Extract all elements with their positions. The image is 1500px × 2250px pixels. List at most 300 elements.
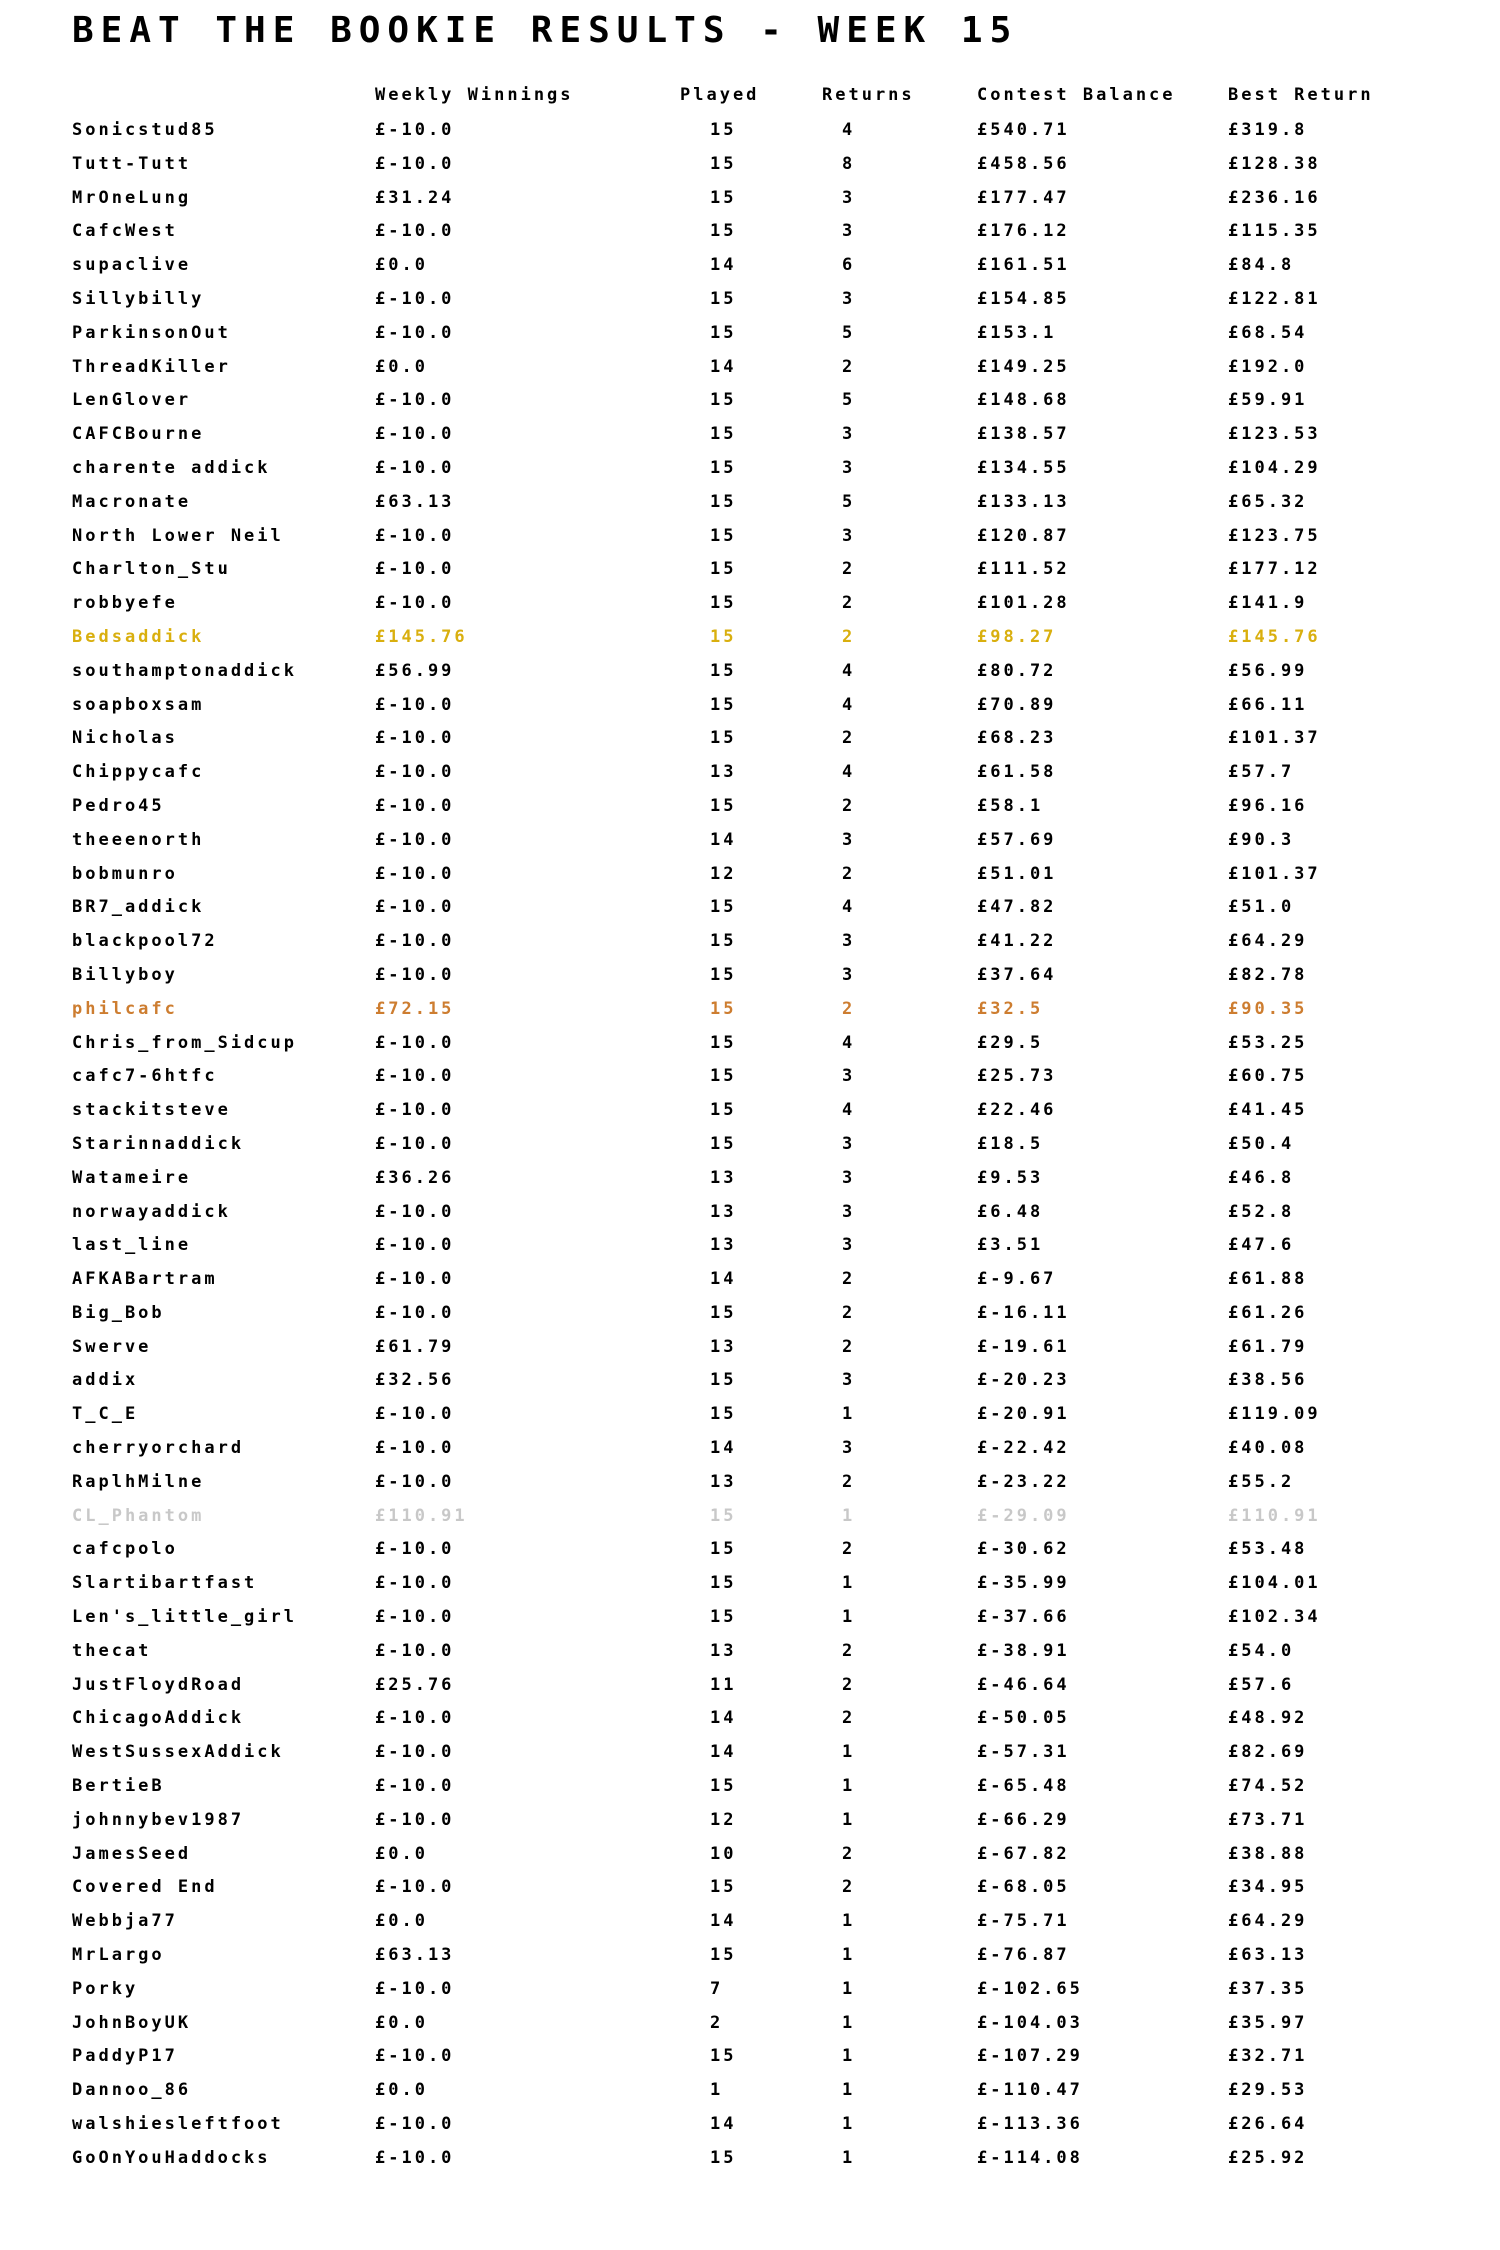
weekly-winnings-value: £0.0: [375, 1843, 428, 1864]
contest-balance-value: £-67.82: [977, 1843, 1070, 1864]
contest-balance-value: £-114.08: [977, 2147, 1083, 2168]
player-name: addix: [72, 1370, 139, 1391]
player-name: theeenorth: [72, 829, 205, 850]
player-name: southamptonaddick: [72, 660, 297, 681]
weekly-winnings-value: £-10.0: [375, 1438, 455, 1459]
contest-balance-value: £29.5: [977, 1032, 1044, 1053]
weekly-winnings-value: £72.15: [375, 998, 455, 1019]
best-return-value: £61.88: [1228, 1269, 1308, 1290]
returns-value: 4: [842, 694, 856, 715]
contest-balance-value: £154.85: [977, 288, 1070, 309]
played-value: 13: [710, 1201, 737, 1222]
returns-value: 8: [842, 153, 856, 174]
contest-balance-value: £68.23: [977, 728, 1057, 749]
weekly-winnings-value: £-10.0: [375, 1640, 455, 1661]
player-name: Tutt-Tutt: [72, 153, 192, 174]
player-name: Webbja77: [72, 1911, 178, 1932]
player-name: Swerve: [72, 1336, 152, 1357]
played-value: 15: [710, 593, 737, 614]
weekly-winnings-value: £-10.0: [375, 1269, 455, 1290]
best-return-value: £128.38: [1228, 153, 1321, 174]
player-name: robbyefe: [72, 593, 178, 614]
played-value: 15: [710, 221, 737, 242]
returns-value: 5: [842, 491, 856, 512]
played-value: 14: [710, 1742, 737, 1763]
player-name: PaddyP17: [72, 2046, 178, 2067]
contest-balance-value: £-22.42: [977, 1438, 1070, 1459]
best-return-value: £54.0: [1228, 1640, 1295, 1661]
played-value: 15: [710, 187, 737, 208]
played-value: 14: [710, 2114, 737, 2135]
played-value: 15: [710, 1066, 737, 1087]
played-value: 14: [710, 1269, 737, 1290]
player-name: LenGlover: [72, 390, 192, 411]
best-return-value: £38.56: [1228, 1370, 1308, 1391]
best-return-value: £65.32: [1228, 491, 1308, 512]
weekly-winnings-value: £-10.0: [375, 897, 455, 918]
returns-value: 1: [842, 1776, 856, 1797]
best-return-value: £74.52: [1228, 1776, 1308, 1797]
best-return-value: £236.16: [1228, 187, 1321, 208]
weekly-winnings-value: £-10.0: [375, 1302, 455, 1323]
returns-value: 1: [842, 2147, 856, 2168]
weekly-winnings-value: £-10.0: [375, 1066, 455, 1087]
returns-value: 5: [842, 322, 856, 343]
played-value: 15: [710, 1370, 737, 1391]
contest-balance-value: £32.5: [977, 998, 1044, 1019]
best-return-value: £82.78: [1228, 964, 1308, 985]
weekly-winnings-value: £-10.0: [375, 863, 455, 884]
played-value: 14: [710, 356, 737, 377]
player-name: Chippycafc: [72, 762, 205, 783]
played-value: 15: [710, 660, 737, 681]
best-return-value: £90.35: [1228, 998, 1308, 1019]
played-value: 1: [710, 2080, 724, 2101]
player-name: Len's_little_girl: [72, 1607, 297, 1628]
page-title: BEAT THE BOOKIE RESULTS - WEEK 15: [72, 10, 1019, 51]
best-return-value: £26.64: [1228, 2114, 1308, 2135]
contest-balance-value: £41.22: [977, 931, 1057, 952]
best-return-value: £177.12: [1228, 559, 1321, 580]
contest-balance-value: £51.01: [977, 863, 1057, 884]
returns-value: 4: [842, 1032, 856, 1053]
contest-balance-value: £149.25: [977, 356, 1070, 377]
player-name: Covered End: [72, 1877, 218, 1898]
contest-balance-value: £-75.71: [977, 1911, 1070, 1932]
contest-balance-value: £-9.67: [977, 1269, 1057, 1290]
player-name: walshiesleftfoot: [72, 2114, 284, 2135]
best-return-value: £41.45: [1228, 1100, 1308, 1121]
returns-value: 2: [842, 1674, 856, 1695]
player-name: supaclive: [72, 255, 192, 276]
weekly-winnings-value: £63.13: [375, 1945, 455, 1966]
player-name: North Lower Neil: [72, 525, 284, 546]
contest-balance-value: £176.12: [977, 221, 1070, 242]
player-name: thecat: [72, 1640, 152, 1661]
returns-value: 2: [842, 1708, 856, 1729]
contest-balance-value: £-20.91: [977, 1404, 1070, 1425]
player-name: JustFloydRoad: [72, 1674, 245, 1695]
weekly-winnings-value: £-10.0: [375, 1708, 455, 1729]
played-value: 14: [710, 255, 737, 276]
contest-balance-value: £-19.61: [977, 1336, 1070, 1357]
played-value: 15: [710, 288, 737, 309]
returns-value: 3: [842, 829, 856, 850]
played-value: 15: [710, 964, 737, 985]
weekly-winnings-value: £32.56: [375, 1370, 455, 1391]
best-return-value: £60.75: [1228, 1066, 1308, 1087]
player-name: blackpool72: [72, 931, 218, 952]
player-name: Starinnaddick: [72, 1133, 245, 1154]
player-name: cafcpolo: [72, 1539, 178, 1560]
player-name: Sonicstud85: [72, 120, 218, 140]
contest-balance-value: £58.1: [977, 795, 1044, 816]
contest-balance-value: £-29.09: [977, 1505, 1070, 1526]
best-return-value: £101.37: [1228, 863, 1321, 884]
player-name: CAFCBourne: [72, 424, 205, 445]
best-return-value: £192.0: [1228, 356, 1308, 377]
weekly-winnings-value: £110.91: [375, 1505, 468, 1526]
player-name: Porky: [72, 1978, 139, 1999]
contest-balance-value: £9.53: [977, 1167, 1044, 1188]
played-value: 15: [710, 1404, 737, 1425]
returns-value: 3: [842, 931, 856, 952]
best-return-value: £51.0: [1228, 897, 1295, 918]
returns-value: 1: [842, 2114, 856, 2135]
returns-value: 2: [842, 795, 856, 816]
weekly-winnings-value: £-10.0: [375, 1978, 455, 1999]
returns-value: 2: [842, 1877, 856, 1898]
weekly-winnings-value: £-10.0: [375, 2046, 455, 2067]
contest-balance-value: £101.28: [977, 593, 1070, 614]
weekly-winnings-value: £-10.0: [375, 288, 455, 309]
weekly-winnings-value: £-10.0: [375, 457, 455, 478]
weekly-winnings-value: £-10.0: [375, 728, 455, 749]
weekly-winnings-value: £-10.0: [375, 2114, 455, 2135]
contest-balance-value: £18.5: [977, 1133, 1044, 1154]
weekly-winnings-value: £-10.0: [375, 1573, 455, 1594]
weekly-winnings-value: £-10.0: [375, 424, 455, 445]
played-value: 15: [710, 153, 737, 174]
best-return-value: £59.91: [1228, 390, 1308, 411]
returns-value: 3: [842, 424, 856, 445]
weekly-winnings-value: £-10.0: [375, 593, 455, 614]
played-value: 15: [710, 424, 737, 445]
weekly-winnings-value: £61.79: [375, 1336, 455, 1357]
best-return-value: £35.97: [1228, 2012, 1308, 2033]
best-return-value: £56.99: [1228, 660, 1308, 681]
player-name: Big_Bob: [72, 1302, 165, 1323]
best-return-value: £104.29: [1228, 457, 1321, 478]
contest-balance-value: £-57.31: [977, 1742, 1070, 1763]
best-return-value: £145.76: [1228, 626, 1321, 647]
played-value: 15: [710, 322, 737, 343]
player-name: CafcWest: [72, 221, 178, 242]
played-value: 15: [710, 457, 737, 478]
played-value: 13: [710, 1235, 737, 1256]
player-name: Bedsaddick: [72, 626, 205, 647]
weekly-winnings-value: £56.99: [375, 660, 455, 681]
best-return-value: £61.26: [1228, 1302, 1308, 1323]
played-value: 15: [710, 1133, 737, 1154]
contest-balance-value: £-66.29: [977, 1809, 1070, 1830]
played-value: 13: [710, 1167, 737, 1188]
best-return-value: £25.92: [1228, 2147, 1308, 2168]
best-return-value: £119.09: [1228, 1404, 1321, 1425]
returns-value: 2: [842, 1539, 856, 1560]
header-name-blank: [72, 76, 375, 114]
player-name: soapboxsam: [72, 694, 205, 715]
contest-balance-value: £540.71: [977, 120, 1070, 140]
weekly-winnings-value: £-10.0: [375, 2147, 455, 2168]
weekly-winnings-value: £63.13: [375, 491, 455, 512]
returns-value: 2: [842, 1843, 856, 1864]
best-return-value: £319.8: [1228, 120, 1308, 140]
weekly-winnings-value: £-10.0: [375, 1404, 455, 1425]
contest-balance-value: £-65.48: [977, 1776, 1070, 1797]
player-name: WestSussexAddick: [72, 1742, 284, 1763]
weekly-winnings-value: £-10.0: [375, 390, 455, 411]
played-value: 15: [710, 795, 737, 816]
contest-balance-value: £120.87: [977, 525, 1070, 546]
returns-value: 1: [842, 1911, 856, 1932]
returns-value: 5: [842, 390, 856, 411]
player-name: MrLargo: [72, 1945, 165, 1966]
best-return-value: £32.71: [1228, 2046, 1308, 2067]
contest-balance-value: £80.72: [977, 660, 1057, 681]
best-return-value: £40.08: [1228, 1438, 1308, 1459]
best-return-value: £48.92: [1228, 1708, 1308, 1729]
returns-value: 6: [842, 255, 856, 276]
best-return-value: £115.35: [1228, 221, 1321, 242]
player-name: JohnBoyUK: [72, 2012, 192, 2033]
weekly-winnings-value: £-10.0: [375, 1235, 455, 1256]
played-value: 14: [710, 1911, 737, 1932]
player-name: Watameire: [72, 1167, 192, 1188]
best-return-value: £50.4: [1228, 1133, 1295, 1154]
played-value: 14: [710, 829, 737, 850]
header-played: Played: [680, 85, 760, 105]
played-value: 15: [710, 931, 737, 952]
player-name: Chris_from_Sidcup: [72, 1032, 297, 1053]
returns-value: 1: [842, 1573, 856, 1594]
player-name: cherryorchard: [72, 1438, 245, 1459]
best-return-value: £34.95: [1228, 1877, 1308, 1898]
contest-balance-value: £3.51: [977, 1235, 1044, 1256]
played-value: 15: [710, 728, 737, 749]
best-return-value: £68.54: [1228, 322, 1308, 343]
returns-value: 3: [842, 1438, 856, 1459]
contest-balance-value: £37.64: [977, 964, 1057, 985]
played-value: 15: [710, 1573, 737, 1594]
contest-balance-value: £-38.91: [977, 1640, 1070, 1661]
contest-balance-value: £25.73: [977, 1066, 1057, 1087]
header-returns: Returns: [822, 85, 915, 105]
contest-balance-value: £138.57: [977, 424, 1070, 445]
player-name: Macronate: [72, 491, 192, 512]
best-return-value: £57.7: [1228, 762, 1295, 783]
contest-balance-value: £70.89: [977, 694, 1057, 715]
played-value: 15: [710, 1945, 737, 1966]
returns-value: 3: [842, 1133, 856, 1154]
best-return-value: £37.35: [1228, 1978, 1308, 1999]
returns-value: 2: [842, 998, 856, 1019]
contest-balance-value: £-113.36: [977, 2114, 1083, 2135]
played-value: 12: [710, 1809, 737, 1830]
contest-balance-value: £61.58: [977, 762, 1057, 783]
played-value: 15: [710, 1877, 737, 1898]
header-best-return: Best Return: [1228, 85, 1374, 105]
played-value: 13: [710, 762, 737, 783]
best-return-value: £61.79: [1228, 1336, 1308, 1357]
player-name: Pedro45: [72, 795, 165, 816]
best-return-value: £38.88: [1228, 1843, 1308, 1864]
weekly-winnings-value: £-10.0: [375, 1100, 455, 1121]
played-value: 15: [710, 491, 737, 512]
contest-balance-value: £133.13: [977, 491, 1070, 512]
played-value: 14: [710, 1438, 737, 1459]
player-name: Nicholas: [72, 728, 178, 749]
contest-balance-value: £-102.65: [977, 1978, 1083, 1999]
contest-balance-value: £22.46: [977, 1100, 1057, 1121]
contest-balance-value: £-68.05: [977, 1877, 1070, 1898]
contest-balance-value: £-50.05: [977, 1708, 1070, 1729]
weekly-winnings-value: £0.0: [375, 2080, 428, 2101]
header-weekly-winnings: Weekly Winnings: [375, 85, 574, 105]
contest-balance-value: £177.47: [977, 187, 1070, 208]
player-name: Charlton_Stu: [72, 559, 231, 580]
best-return-value: £122.81: [1228, 288, 1321, 309]
player-name: stackitsteve: [72, 1100, 231, 1121]
played-value: 15: [710, 1505, 737, 1526]
returns-value: 3: [842, 288, 856, 309]
returns-value: 2: [842, 1640, 856, 1661]
player-name: AFKABartram: [72, 1269, 218, 1290]
best-return-value: £55.2: [1228, 1471, 1295, 1492]
player-name: johnnybev1987: [72, 1809, 245, 1830]
best-return-value: £73.71: [1228, 1809, 1308, 1830]
player-name: philcafc: [72, 998, 178, 1019]
best-return-value: £64.29: [1228, 931, 1308, 952]
weekly-winnings-value: £-10.0: [375, 694, 455, 715]
weekly-winnings-value: £-10.0: [375, 559, 455, 580]
contest-balance-value: £6.48: [977, 1201, 1044, 1222]
results-table: [72, 76, 1500, 2176]
weekly-winnings-value: £-10.0: [375, 1809, 455, 1830]
best-return-value: £90.3: [1228, 829, 1295, 850]
returns-value: 3: [842, 457, 856, 478]
weekly-winnings-value: £0.0: [375, 356, 428, 377]
played-value: 15: [710, 1607, 737, 1628]
played-value: 13: [710, 1640, 737, 1661]
returns-value: 2: [842, 626, 856, 647]
returns-value: 1: [842, 1404, 856, 1425]
played-value: 15: [710, 390, 737, 411]
best-return-value: £104.01: [1228, 1573, 1321, 1594]
player-name: JamesSeed: [72, 1843, 192, 1864]
returns-value: 1: [842, 1945, 856, 1966]
played-value: 15: [710, 1776, 737, 1797]
best-return-value: £63.13: [1228, 1945, 1308, 1966]
weekly-winnings-value: £0.0: [375, 255, 428, 276]
returns-value: 4: [842, 1100, 856, 1121]
returns-value: 2: [842, 559, 856, 580]
contest-balance-value: £-16.11: [977, 1302, 1070, 1323]
weekly-winnings-value: £-10.0: [375, 1201, 455, 1222]
best-return-value: £64.29: [1228, 1911, 1308, 1932]
returns-value: 4: [842, 762, 856, 783]
played-value: 15: [710, 998, 737, 1019]
contest-balance-value: £-104.03: [977, 2012, 1083, 2033]
returns-value: 4: [842, 660, 856, 681]
weekly-winnings-value: £-10.0: [375, 964, 455, 985]
best-return-value: £66.11: [1228, 694, 1308, 715]
weekly-winnings-value: £0.0: [375, 2012, 428, 2033]
played-value: 15: [710, 1032, 737, 1053]
player-name: BR7_addick: [72, 897, 205, 918]
played-value: 14: [710, 1708, 737, 1729]
player-name: Sillybilly: [72, 288, 205, 309]
weekly-winnings-value: £-10.0: [375, 221, 455, 242]
weekly-winnings-value: £-10.0: [375, 1607, 455, 1628]
returns-value: 4: [842, 120, 856, 140]
returns-value: 4: [842, 897, 856, 918]
best-return-value: £29.53: [1228, 2080, 1308, 2101]
played-value: 13: [710, 1471, 737, 1492]
returns-value: 1: [842, 2012, 856, 2033]
returns-value: 2: [842, 728, 856, 749]
returns-value: 3: [842, 964, 856, 985]
returns-value: 3: [842, 1235, 856, 1256]
returns-value: 2: [842, 356, 856, 377]
player-name: ThreadKiller: [72, 356, 231, 377]
played-value: 15: [710, 2046, 737, 2067]
weekly-winnings-value: £-10.0: [375, 795, 455, 816]
played-value: 15: [710, 559, 737, 580]
returns-value: 3: [842, 221, 856, 242]
player-name: RaplhMilne: [72, 1471, 205, 1492]
contest-balance-value: £148.68: [977, 390, 1070, 411]
best-return-value: £141.9: [1228, 593, 1308, 614]
contest-balance-value: £47.82: [977, 897, 1057, 918]
best-return-value: £53.25: [1228, 1032, 1308, 1053]
played-value: 7: [710, 1978, 724, 1999]
player-name: bobmunro: [72, 863, 178, 884]
player-name: BertieB: [72, 1776, 165, 1797]
weekly-winnings-value: £-10.0: [375, 931, 455, 952]
returns-value: 3: [842, 1370, 856, 1391]
player-name: ChicagoAddick: [72, 1708, 245, 1729]
player-name: Billyboy: [72, 964, 178, 985]
contest-balance-value: £-23.22: [977, 1471, 1070, 1492]
player-name: CL_Phantom: [72, 1505, 205, 1526]
weekly-winnings-value: £-10.0: [375, 1539, 455, 1560]
returns-value: 1: [842, 2046, 856, 2067]
contest-balance-value: £-20.23: [977, 1370, 1070, 1391]
contest-balance-value: £57.69: [977, 829, 1057, 850]
returns-value: 2: [842, 1269, 856, 1290]
weekly-winnings-value: £-10.0: [375, 829, 455, 850]
best-return-value: £123.75: [1228, 525, 1321, 546]
weekly-winnings-value: £36.26: [375, 1167, 455, 1188]
player-name: charente addick: [72, 457, 271, 478]
weekly-winnings-value: £-10.0: [375, 762, 455, 783]
best-return-value: £53.48: [1228, 1539, 1308, 1560]
returns-value: 1: [842, 1809, 856, 1830]
played-value: 15: [710, 626, 737, 647]
player-name: last_line: [72, 1235, 192, 1256]
played-value: 15: [710, 1302, 737, 1323]
